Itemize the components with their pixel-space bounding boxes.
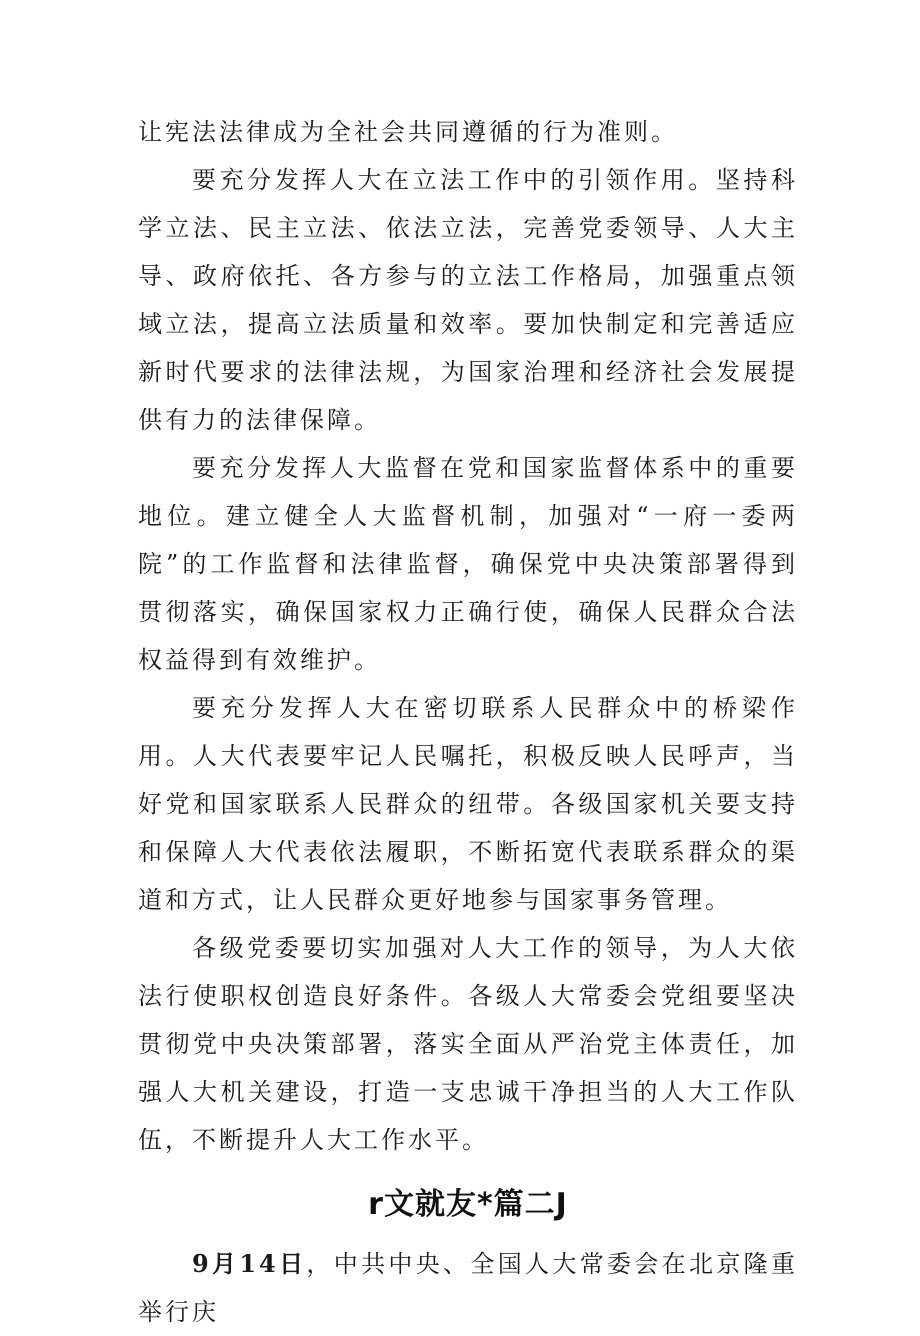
paragraph-continuation: 让宪法法律成为全社会共同遵循的行为准则。 — [138, 118, 678, 146]
section-heading: r文就友*篇二J — [368, 1187, 568, 1222]
paragraph-supervision: 要充分发挥人大监督在党和国家监督体系中的重要地位。建立健全人大监督机制，加强对“一府一委两院”的工作监督和法律监督，确保党中央决策部署得到贯彻落实，确保国家权力正确行使，确保人民群众合法权益得到有效维护。 — [138, 454, 798, 674]
paragraph-people-connection: 要充分发挥人大在密切联系人民群众中的桥梁作用。人大代表要牢记人民嘱托，积极反映人民呼声，当好党和国家联系人民群众的纽带。各级国家机关要支持和保障人大代表依法履职，不断拓宽代表联系群众的渠道和方式，让人民群众更好地参与国家事务管理。 — [138, 694, 798, 914]
paragraph-legislation: 要充分发挥人大在立法工作中的引领作用。坚持科学立法、民主立法、依法立法，完善党委领导、人大主导、政府依托、各方参与的立法工作格局，加强重点领域立法，提高立法质量和效率。要加快制定和完善适应新时代要求的法律法规，为国家治理和经济社会发展提供有力的法律保障。 — [138, 166, 798, 434]
paragraph-section-two-opening — [138, 1240, 798, 1336]
document-body — [138, 108, 798, 1336]
paragraph-text: ，中共中央、全国人大常委会在北京隆重举行庆 — [138, 1250, 798, 1326]
date-text: 9月14日 — [192, 1249, 307, 1278]
paragraph-party-leadership: 各级党委要切实加强对人大工作的领导，为人大依法行使职权创造良好条件。各级人大常委会党组要坚决贯彻党中央决策部署，落实全面从严治党主体责任，加强人大机关建设，打造一支忠诚干净担当的人大工作队伍，不断提升人大工作水平。 — [138, 934, 798, 1154]
